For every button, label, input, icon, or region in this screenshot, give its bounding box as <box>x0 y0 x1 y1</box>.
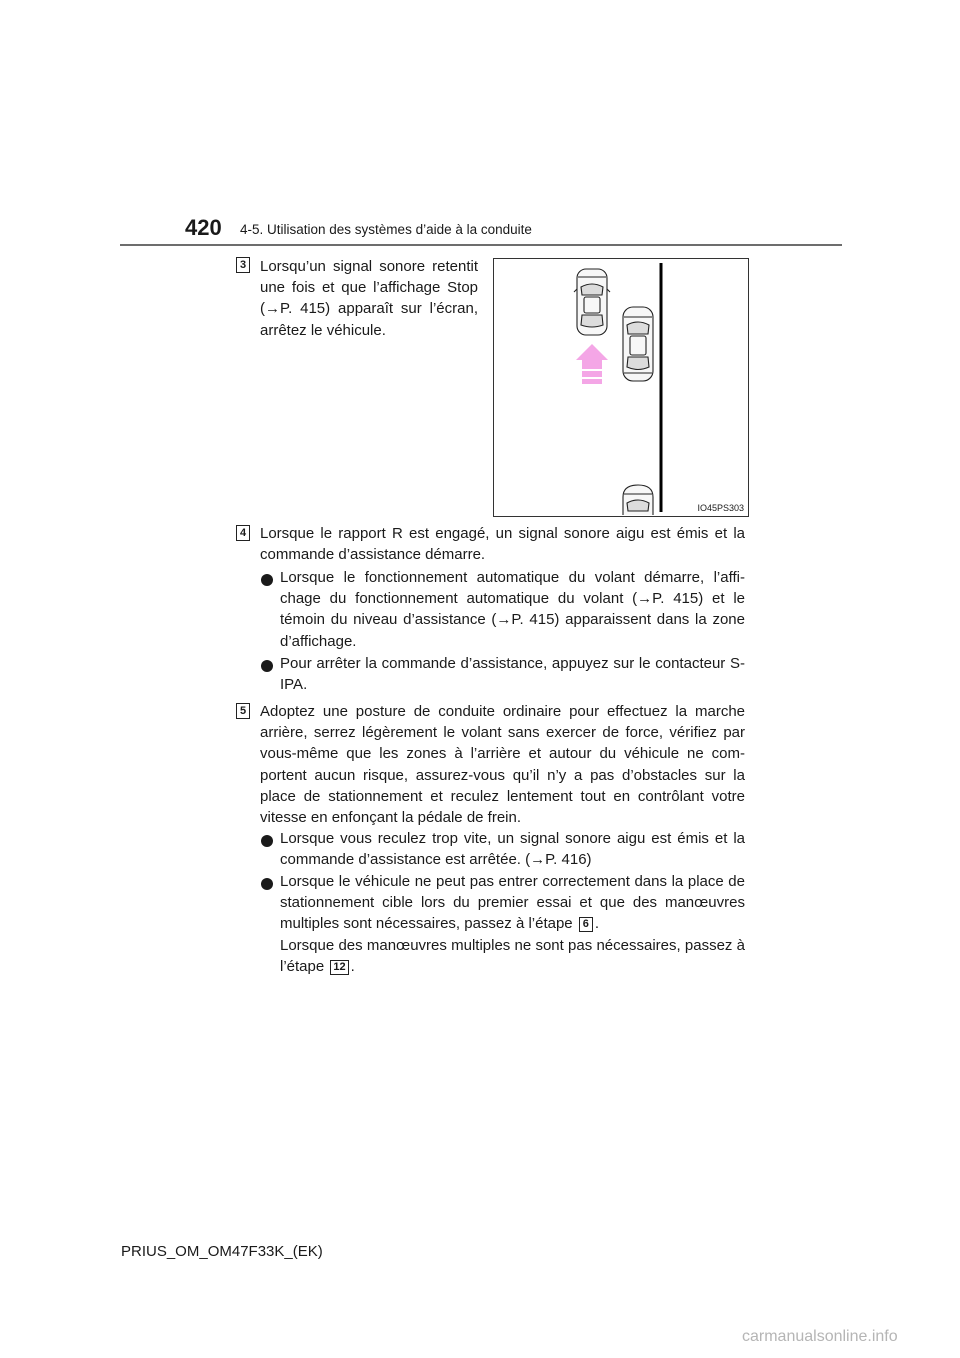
step-ref-badge-6: 6 <box>579 917 593 932</box>
step-badge-3: 3 <box>236 257 250 273</box>
step-3-line-3: (→P. 415) apparaît sur l’écran, <box>260 300 478 318</box>
header-divider <box>120 244 842 246</box>
step-badge-4: 4 <box>236 525 250 541</box>
step-3-line-1: Lorsqu’un signal sonore retentit <box>260 258 478 275</box>
step-3-line-4: arrêtez le véhicule. <box>260 321 386 339</box>
step-5-bullet-2-end: . <box>350 957 355 975</box>
step-5-bullet-2-second: Lorsque des manœuvres multiples ne sont pas nécessaires, passez à l’étape <box>280 936 745 975</box>
step-5-bullet-2-text: Lorsque le véhicule ne peut pas entrer correctement dans la place de stationnement cible lors du premier essai et que des manœuvres multiples sont nécessaires, passez à l’étape <box>280 873 745 933</box>
parking-illustration <box>493 258 749 517</box>
watermark: carmanualsonline.info <box>742 1328 898 1345</box>
own-vehicle-icon <box>574 269 610 335</box>
page-number: 420 <box>185 215 222 240</box>
step-5-bullet-1: Lorsque vous reculez trop vite, un signal sonore aigu est émis et la commande d’assistance est arrêtée. (→P. 416) <box>280 830 745 869</box>
parked-vehicle-icon <box>623 307 653 381</box>
bullet-icon <box>261 660 273 672</box>
bullet-icon <box>261 574 273 586</box>
document-code: PRIUS_OM_OM47F33K_(EK) <box>121 1243 323 1260</box>
step-badge-5: 5 <box>236 703 250 719</box>
step-3-text <box>260 256 478 341</box>
step-4-text: Lorsque le rapport R est engagé, un signal sonore aigu est émis et la commande d’assistance démarre. <box>260 525 745 564</box>
bullet-icon <box>261 835 273 847</box>
section-title: 4-5. Utilisation des systèmes d’aide à la conduite <box>240 222 532 237</box>
step-ref-badge-12: 12 <box>330 960 348 975</box>
step-5-bullet-2-punct: . <box>594 915 599 933</box>
figure-code: IO45PS303 <box>697 503 744 513</box>
step-3-line-2: une fois et que l’affichage Stop <box>260 279 478 297</box>
direction-arrow-icon <box>576 344 608 384</box>
step-4-bullet-1: Lorsque le fonctionnement automatique du volant démarre, l’affi-chage du fonctionnement automatique du volant (→P. 415) et le témoin du niveau d’assistance (→P. 415) apparaissent dans la zone d’affichage. <box>280 569 745 650</box>
step-5-bullet-2 <box>280 871 745 977</box>
bullet-icon <box>261 878 273 890</box>
step-4-bullet-2: Pour arrêter la commande d’assistance, appuyez sur le contacteur S-IPA. <box>280 655 745 694</box>
step-5-text: Adoptez une posture de conduite ordinaire pour effectuez la marche arrière, serrez légèrement le volant sans exercer de force, vérifiez par vous-même que les zones à l’arrière et autour du véhicule ne com-portent aucun risque, assurez-vous qu’il n’y a pas d’obstacles sur la place de stationnement et reculez lentement tout en contrôlant votre vitesse en enfonçant la pédale de frein. <box>260 703 745 827</box>
parking-diagram <box>494 259 748 516</box>
rear-vehicle-icon <box>623 485 653 515</box>
